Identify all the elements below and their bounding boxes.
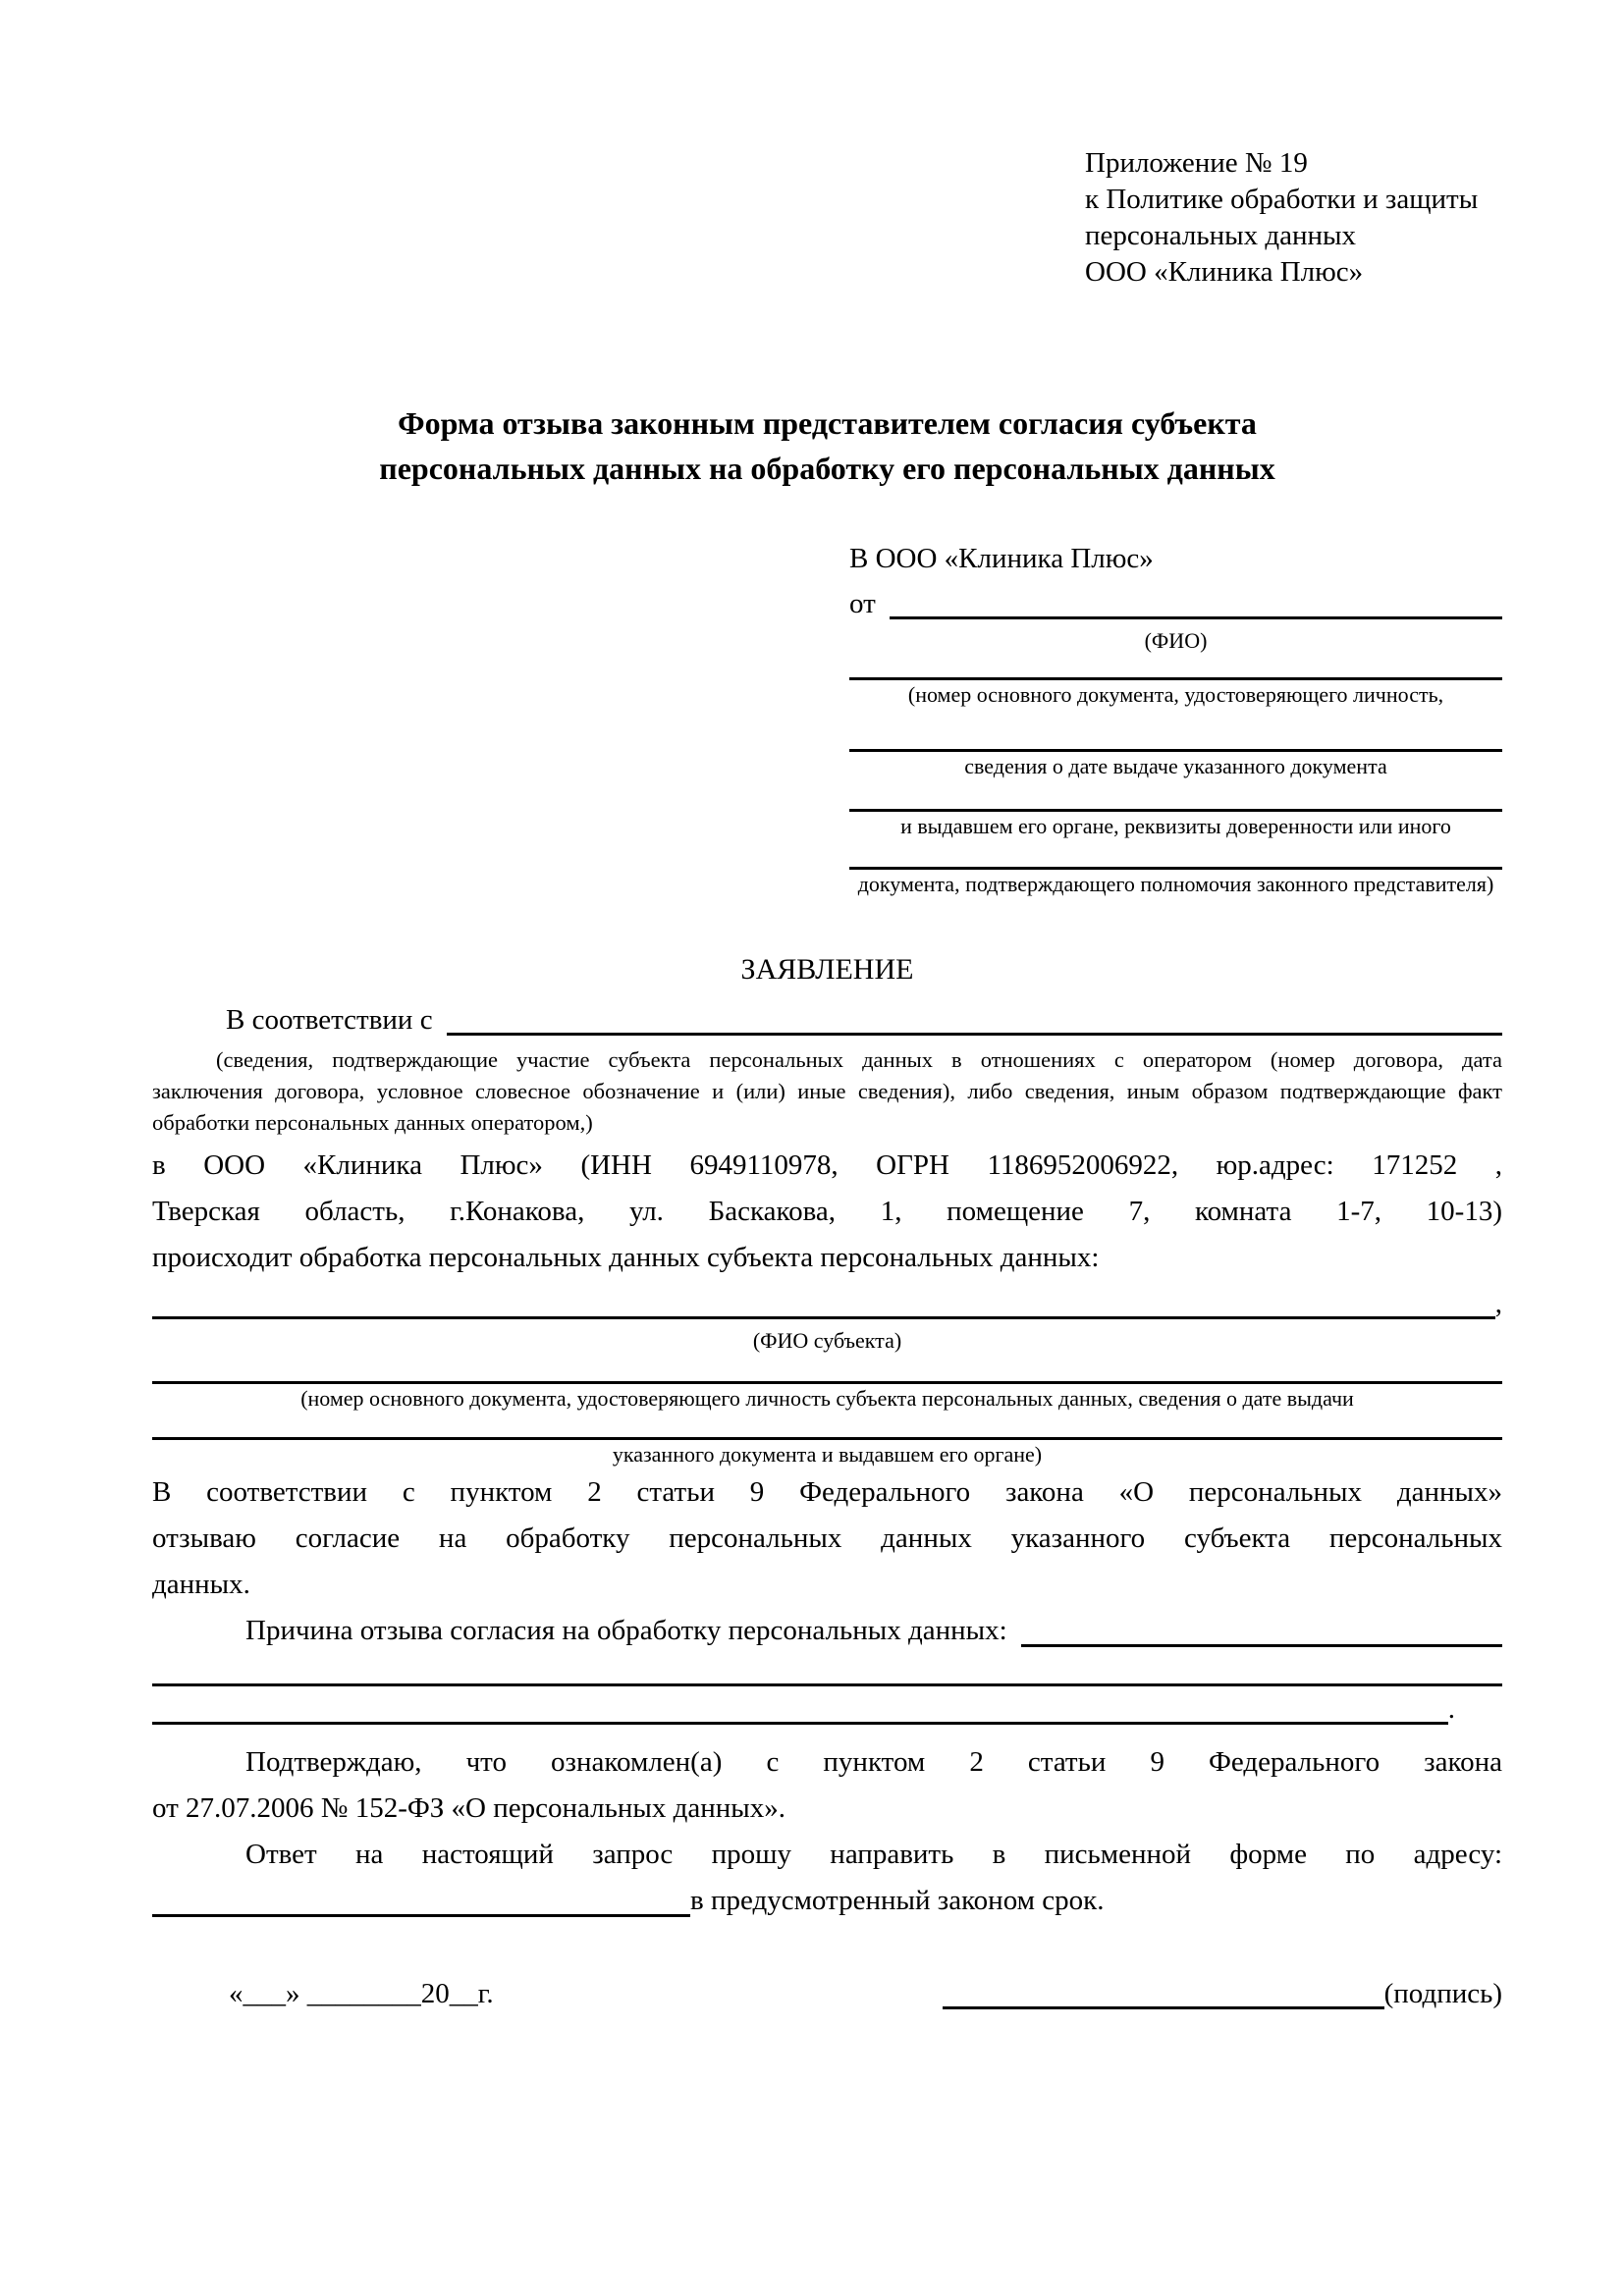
intro-prefix: В соответствии с [226, 1004, 433, 1036]
confirm-paragraph-line: Подтверждаю, что ознакомлен(а) с пунктом 2 статьи 9 Федерального закона [245, 1746, 1502, 1778]
subject-doc-caption: (номер основного документа, удостоверяющего личность субъекта персональных данных, сведения о дате выдачи [300, 1386, 1354, 1411]
withdraw-paragraph-line: отзываю согласие на обработку персональных данных указанного субъекта персональных [152, 1522, 1502, 1554]
reply-address-blank-line [152, 1914, 690, 1917]
reason-row [152, 1608, 1502, 1654]
appendix-line: к Политике обработки и защиты [1085, 184, 1479, 215]
signature-group [943, 1971, 1502, 2016]
doc-caption: (номер основного документа, удостоверяющего личность, [907, 682, 1444, 707]
operator-paragraph-line: происходит обработка персональных данных субъекта персональных данных: [152, 1242, 1100, 1273]
reply-suffix: в предусмотренный законом срок. [690, 1885, 1105, 1916]
reason-blank-line [1021, 1644, 1502, 1647]
addressee-block [849, 536, 1502, 899]
reason-blank-line-full [152, 1722, 1448, 1725]
operator-paragraph-line: в ООО «Клиника Плюс» (ИНН 6949110978, ОГРН 1186952006922, юр.адрес: 171252 , [152, 1149, 1502, 1181]
document-title [152, 400, 1502, 491]
operator-paragraph-line: Тверская область, г.Конакова, ул. Баскакова, 1, помещение 7, комната 1-7, 10-13) [152, 1196, 1502, 1227]
doc-caption: сведения о дате выдаче указанного документа [964, 754, 1387, 778]
reason-end-suffix: . [1447, 1693, 1455, 1725]
intro-note-line: заключения договора, условное словесное обозначение и (или) иные сведения), либо сведения, иным образом подтверждающие факт [152, 1079, 1502, 1103]
footer-row [152, 1971, 1502, 2016]
fio-caption: (ФИО) [1144, 628, 1208, 653]
intro-note [152, 1044, 1502, 1139]
doc-caption: и выдавшем его органе, реквизиты доверенности или иного [900, 814, 1451, 838]
intro-row [152, 997, 1502, 1042]
appendix-line: Приложение № 19 [1085, 147, 1308, 179]
statement-heading: ЗАЯВЛЕНИЕ [740, 953, 914, 986]
withdraw-paragraph-line: данных. [152, 1569, 250, 1600]
date-line: «___» ________20__г. [229, 1978, 494, 2009]
confirm-paragraph-line: от 27.07.2006 № 152-ФЗ «О персональных данных». [152, 1792, 786, 1824]
reply-paragraph-line: Ответ на настоящий запрос прошу направить в письменной форме по адресу: [245, 1839, 1502, 1870]
reason-end-row [152, 1686, 1502, 1732]
subject-fio-suffix: , [1494, 1288, 1502, 1319]
intro-blank-line [447, 1033, 1502, 1036]
subject-fio-row [152, 1281, 1502, 1326]
signature-blank-line [943, 2006, 1384, 2009]
intro-note-line: (сведения, подтверждающие участие субъекта персональных данных в отношениях с оператором (номер договора, дата [216, 1047, 1502, 1072]
reply-address-row [152, 1878, 1502, 1924]
withdraw-paragraph [152, 1469, 1502, 1608]
subject-fio-caption: (ФИО субъекта) [752, 1328, 902, 1353]
document-title-line: персональных данных на обработку его персональных данных [379, 451, 1275, 486]
fio-blank-line [890, 616, 1502, 619]
subject-doc-caption: указанного документа и выдавшем его органе) [612, 1442, 1043, 1467]
addressee-from-row [849, 581, 1502, 626]
document-title-line: Форма отзыва законным представителем согласия субъекта [398, 405, 1257, 441]
addressee-to: В ООО «Клиника Плюс» [849, 543, 1154, 574]
reason-prefix: Причина отзыва согласия на обработку персональных данных: [245, 1615, 1007, 1646]
signature-caption: (подпись) [1383, 1978, 1502, 2009]
doc-caption: документа, подтверждающего полномочия законного представителя) [857, 872, 1494, 896]
subject-fio-blank-line [152, 1316, 1495, 1319]
confirm-paragraph [152, 1739, 1502, 1832]
from-label: от [849, 588, 876, 619]
appendix-line: ООО «Клиника Плюс» [1085, 256, 1364, 288]
operator-paragraph [152, 1143, 1502, 1281]
intro-note-line: обработки персональных данных оператором,) [152, 1110, 593, 1135]
appendix-line: персональных данных [1085, 220, 1357, 251]
withdraw-paragraph-line: В соответствии с пунктом 2 статьи 9 Федерального закона «О персональных данных» [152, 1476, 1502, 1508]
appendix-header [1085, 145, 1502, 291]
